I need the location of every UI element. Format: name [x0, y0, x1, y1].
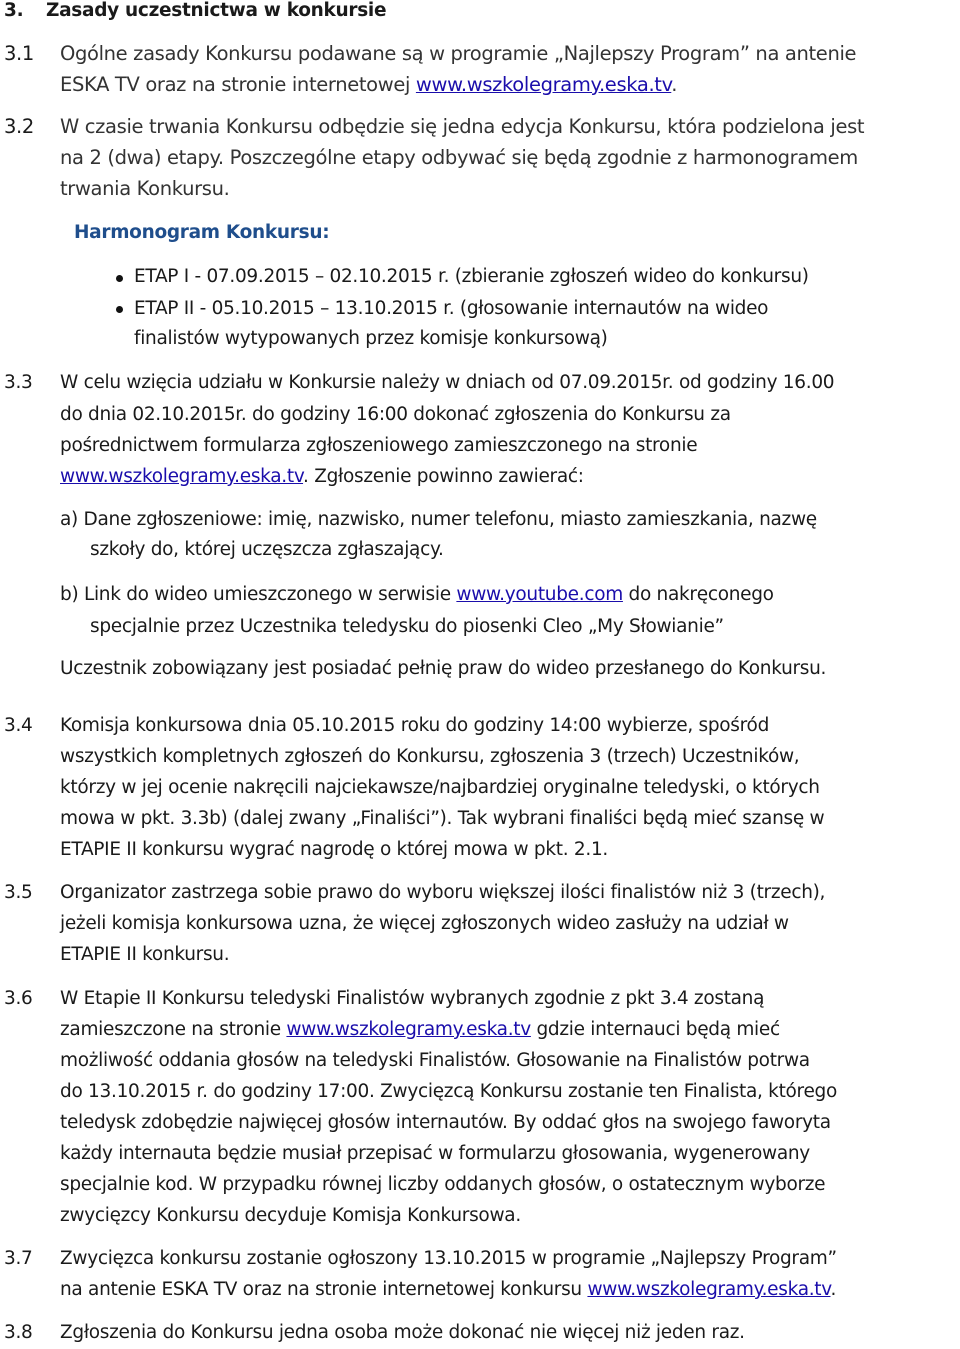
- text-line: Komisja konkursowa dnia 05.10.2015 roku do godziny 14:00 wybierze, spośród: [60, 715, 770, 736]
- text-line: [60, 1279, 836, 1300]
- paragraph-number: 3.6: [4, 988, 33, 1009]
- text-span: ESKA TV oraz na stronie internetowej: [60, 73, 416, 96]
- text-line: ETAPIE II konkursu.: [60, 944, 230, 965]
- paragraph-number: 3.3: [4, 372, 33, 393]
- youtube-link[interactable]: www.youtube.com: [456, 584, 623, 605]
- list-item-b: [60, 584, 774, 605]
- text-line: możliwość oddania głosów na teledyski Finalistów. Głosowanie na Finalistów potrwa: [60, 1050, 810, 1071]
- list-item-b-continued: specjalnie przez Uczestnika teledysku do piosenki Cleo „My Słowianie”: [90, 616, 724, 637]
- bullet-icon: [116, 306, 123, 313]
- paragraph-number: 3.5: [4, 882, 33, 903]
- text-span: b) Link do wideo umieszczonego w serwisie: [60, 584, 457, 605]
- section-heading: [4, 0, 387, 21]
- text-line: [60, 73, 677, 96]
- text-line: wszystkich kompletnych zgłoszeń do Konkursu, zgłoszenia 3 (trzech) Uczestników,: [60, 746, 800, 767]
- paragraph-number: 3.2: [4, 115, 34, 138]
- text-line: którzy w jej ocenie nakręcili najciekawsze/najbardziej oryginalne teledyski, o których: [60, 777, 820, 798]
- ownership-note: Uczestnik zobowiązany jest posiadać pełnię praw do wideo przesłanego do Konkursu.: [60, 658, 827, 679]
- text-line: teledysk zdobędzie najwięcej głosów internautów. By oddać głos na swojego faworyta: [60, 1112, 831, 1133]
- text-line: Zwycięzca konkursu zostanie ogłoszony 13.10.2015 w programie „Najlepszy Program”: [60, 1248, 837, 1269]
- text-line: W czasie trwania Konkursu odbędzie się jedna edycja Konkursu, która podzielona jest: [60, 115, 865, 138]
- paragraph-number: 3.8: [4, 1322, 33, 1343]
- text-span: . Zgłoszenie powinno zawierać:: [303, 466, 584, 487]
- text-line: do dnia 02.10.2015r. do godziny 16:00 dokonać zgłoszenia do Konkursu za: [60, 404, 731, 425]
- section-number: 3.: [4, 0, 24, 21]
- text-span: .: [830, 1279, 837, 1300]
- text-line: specjalnie kod. W przypadku równej liczby oddanych głosów, o ostatecznym wyborze: [60, 1174, 826, 1195]
- paragraph-number: 3.4: [4, 715, 33, 736]
- text-line: trwania Konkursu.: [60, 177, 230, 200]
- text-line: mowa w pkt. 3.3b) (dalej zwany „Finaliści”). Tak wybrani finaliści będą mieć szansę w: [60, 808, 825, 829]
- text-line: pośrednictwem formularza zgłoszeniowego zamieszczonego na stronie: [60, 435, 698, 456]
- text-span: gdzie internauci będą mieć: [530, 1019, 780, 1040]
- text-span: do nakręconego: [622, 584, 774, 605]
- text-span: na antenie ESKA TV oraz na stronie internetowej konkursu: [60, 1279, 588, 1300]
- text-line: [60, 1019, 780, 1040]
- text-line: zwycięzcy Konkursu decyduje Komisja Konkursowa.: [60, 1205, 521, 1226]
- website-link[interactable]: www.wszkolegramy.eska.tv: [587, 1279, 831, 1300]
- text-line: jeżeli komisja konkursowa uzna, że więcej zgłoszonych wideo zasłuży na udział w: [60, 913, 789, 934]
- text-span: .: [671, 73, 678, 96]
- list-item-a: a) Dane zgłoszeniowe: imię, nazwisko, numer telefonu, miasto zamieszkania, nazwę: [60, 509, 817, 530]
- text-line: ETAPIE II konkursu wygrać nagrodę o której mowa w pkt. 2.1.: [60, 839, 609, 860]
- section-title: Zasady uczestnictwa w konkursie: [46, 0, 387, 21]
- text-line: W Etapie II Konkursu teledyski Finalistów wybranych zgodnie z pkt 3.4 zostaną: [60, 988, 765, 1009]
- schedule-item-stage-2-continued: finalistów wytypowanych przez komisje konkursową): [134, 328, 608, 349]
- paragraph-number: 3.7: [4, 1248, 33, 1269]
- list-item-a-continued: szkoły do, której uczęszcza zgłaszający.: [90, 539, 444, 560]
- paragraph-number: 3.1: [4, 42, 34, 65]
- schedule-item-stage-2: ETAP II - 05.10.2015 – 13.10.2015 r. (głosowanie internautów na wideo: [134, 298, 769, 319]
- bullet-icon: [116, 275, 123, 282]
- text-span: zamieszczone na stronie: [60, 1019, 287, 1040]
- text-line: Organizator zastrzega sobie prawo do wyboru większej ilości finalistów niż 3 (trzech),: [60, 882, 826, 903]
- text-line: Ogólne zasady Konkursu podawane są w programie „Najlepszy Program” na antenie: [60, 42, 857, 65]
- website-link[interactable]: www.wszkolegramy.eska.tv: [286, 1019, 531, 1040]
- schedule-item-stage-1: ETAP I - 07.09.2015 – 02.10.2015 r. (zbieranie zgłoszeń wideo do konkursu): [134, 266, 809, 287]
- text-line: [60, 466, 584, 487]
- website-link[interactable]: www.wszkolegramy.eska.tv: [60, 466, 304, 487]
- text-line: każdy internauta będzie musiał przepisać w formularzu głosowania, wygenerowany: [60, 1143, 810, 1164]
- website-link[interactable]: www.wszkolegramy.eska.tv: [415, 73, 672, 96]
- text-line: na 2 (dwa) etapy. Poszczególne etapy odbywać się będą zgodnie z harmonogramem: [60, 146, 858, 169]
- text-line: Zgłoszenia do Konkursu jedna osoba może dokonać nie więcej niż jeden raz.: [60, 1322, 745, 1343]
- text-line: W celu wzięcia udziału w Konkursie należy w dniach od 07.09.2015r. od godziny 16.00: [60, 372, 835, 393]
- text-line: do 13.10.2015 r. do godziny 17:00. Zwycięzcą Konkursu zostanie ten Finalista, którego: [60, 1081, 837, 1102]
- schedule-title: Harmonogram Konkursu:: [74, 222, 330, 243]
